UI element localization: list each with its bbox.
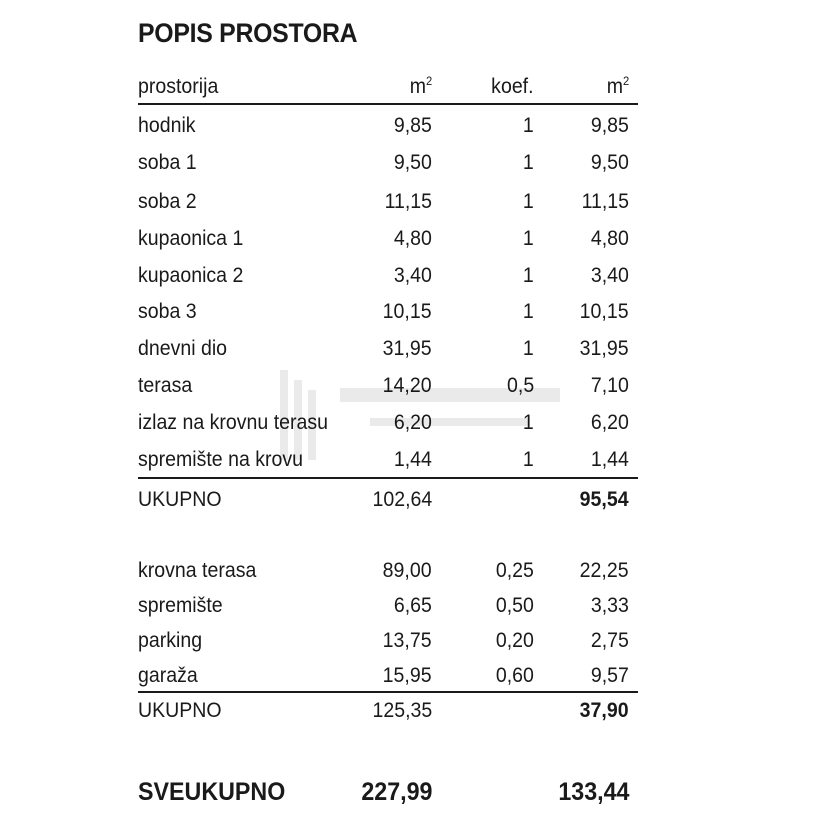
room-net-area: 10,15 [580,300,629,323]
page-title: POPIS PROSTORA [138,18,358,48]
section1-total-rule [138,477,638,479]
table-row [138,148,638,178]
room-area: 6,65 [393,594,432,617]
room-name: soba 2 [138,190,197,213]
room-area: 6,20 [393,411,432,434]
room-net-area: 4,80 [590,227,629,250]
room-net-area: 3,33 [590,594,629,617]
table-row [138,626,638,656]
table-header [138,72,638,102]
total-area: 102,64 [372,488,432,511]
table-row [138,187,638,217]
room-name: spremište [138,594,223,617]
header-area: $m^2$ [409,74,432,98]
room-name: terasa [138,374,193,397]
room-net-area: 9,85 [590,114,629,137]
room-area: 11,15 [384,190,432,213]
room-name: soba 1 [138,151,197,174]
room-name: parking [138,629,203,652]
room-net-area: 7,10 [590,374,629,397]
room-coefficient: 1 [523,448,534,471]
room-area: 9,50 [393,151,432,174]
room-coefficient: 1 [523,227,534,250]
grand-total-area: 227,99 [360,778,432,806]
room-name: hodnik [138,114,196,137]
header-coefficient: koef. [491,75,534,98]
room-coefficient: 1 [523,337,534,360]
table-row [138,445,638,475]
total-label: UKUPNO [138,699,222,722]
total-net-area: 37,90 [580,699,629,722]
room-name: soba 3 [138,300,197,323]
room-coefficient: 1 [523,264,534,287]
room-name: izlaz na krovnu terasu [138,411,328,434]
room-net-area: 9,57 [590,664,629,687]
room-area: 3,40 [393,264,432,287]
room-coefficient: 1 [523,114,534,137]
grand-total-label: SVEUKUPNO [138,778,286,806]
room-area: 14,20 [383,374,432,397]
header-room: prostorija [138,75,219,98]
table-row [138,261,638,291]
room-coefficient: 1 [523,411,534,434]
room-area: 1,44 [393,448,432,471]
total-net-area: 95,54 [580,488,629,511]
table-row [138,224,638,254]
room-area: 31,95 [383,337,432,360]
table-row [138,111,638,141]
room-net-area: 6,20 [590,411,629,434]
room-area: 10,15 [383,300,432,323]
room-net-area: 1,44 [590,448,629,471]
header-net-area: $m^2$ [606,74,629,98]
section1-total-row [138,485,638,515]
table-row [138,408,638,438]
total-label: UKUPNO [138,488,222,511]
room-net-area: 2,75 [590,629,629,652]
room-area: 89,00 [383,559,432,582]
room-coefficient: 0,50 [495,594,534,617]
room-area: 9,85 [393,114,432,137]
section2-total-row [138,696,638,726]
room-net-area: 9,50 [590,151,629,174]
table-row [138,371,638,401]
header-rule [138,103,638,105]
room-net-area: 31,95 [580,337,629,360]
room-coefficient: 1 [523,300,534,323]
room-coefficient: 0,5 [506,374,534,397]
room-area: 13,75 [383,629,432,652]
room-net-area: 22,25 [580,559,629,582]
grand-total-net-area: 133,44 [557,778,629,806]
room-coefficient: 1 [523,151,534,174]
room-area: 4,80 [393,227,432,250]
table-row [138,591,638,621]
room-name: dnevni dio [138,337,228,360]
room-coefficient: 0,60 [495,664,534,687]
room-name: krovna terasa [138,559,257,582]
table-row [138,661,638,691]
room-name: kupaonica 2 [138,264,244,287]
room-coefficient: 0,25 [495,559,534,582]
room-name: kupaonica 1 [138,227,244,250]
table-row [138,334,638,364]
section2-total-rule [138,691,638,693]
room-net-area: 3,40 [590,264,629,287]
room-name: spremište na krovu [138,448,303,471]
total-area: 125,35 [372,699,432,722]
room-net-area: 11,15 [581,190,629,213]
grand-total-row [138,777,638,807]
room-area: 15,95 [383,664,432,687]
room-coefficient: 1 [523,190,534,213]
room-coefficient: 0,20 [495,629,534,652]
table-row [138,556,638,586]
room-name: garaža [138,664,198,687]
table-row [138,297,638,327]
